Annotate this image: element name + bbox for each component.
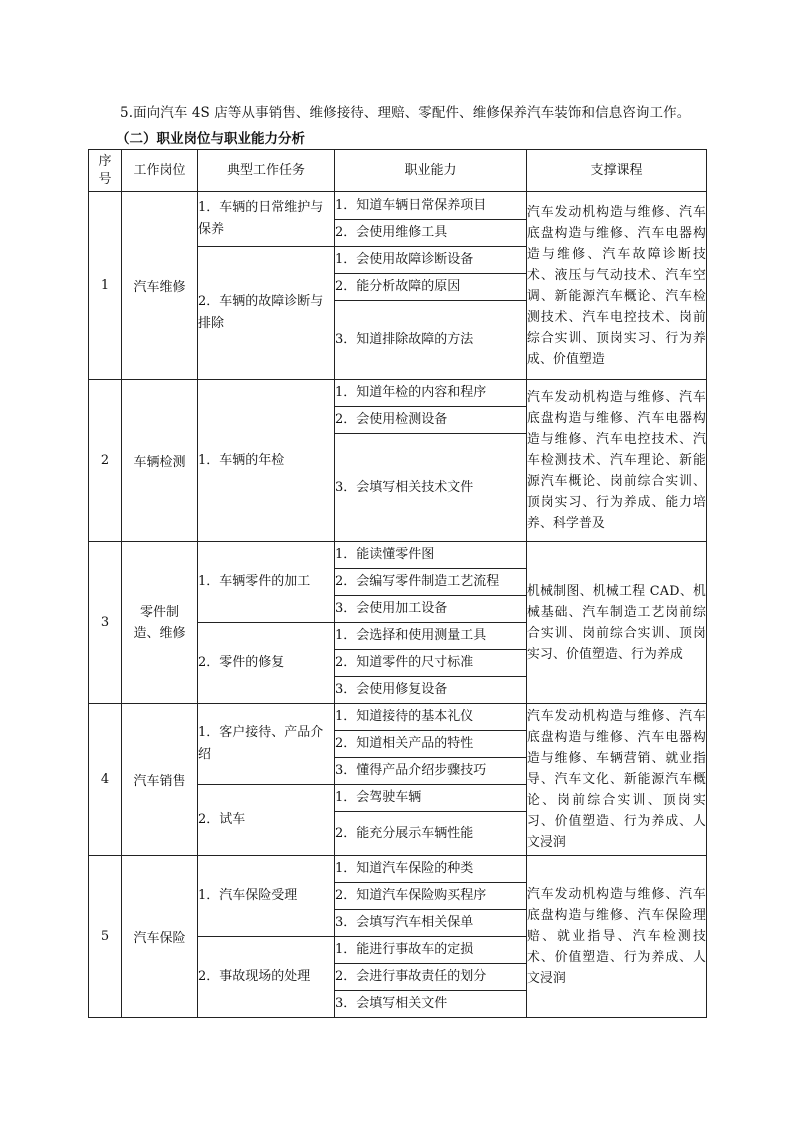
row-task: 1．车辆的年检: [198, 380, 335, 542]
row-task: 2．试车: [198, 785, 335, 856]
row-task: 1．车辆零件的加工: [198, 542, 335, 623]
row-course: 机械制图、机械工程 CAD、机械基础、汽车制造工艺岗前综合实训、岗前综合实训、顶岗实习、价值塑造、行为养成: [527, 542, 707, 704]
row-task: 2．车辆的故障诊断与排除: [198, 247, 335, 380]
header-course: 支撑课程: [527, 150, 707, 192]
header-task: 典型工作任务: [198, 150, 335, 192]
row-seq: 2: [89, 380, 122, 542]
row-ability: 1．知道接待的基本礼仪: [335, 704, 527, 731]
header-ability: 职业能力: [335, 150, 527, 192]
row-ability: 2．会进行事故责任的划分: [335, 964, 527, 991]
row-ability: 3．会填写汽车相关保单: [335, 910, 527, 937]
row-ability: 1．知道汽车保险的种类: [335, 856, 527, 883]
table-row: [89, 542, 707, 569]
row-ability: 3．会使用修复设备: [335, 677, 527, 704]
row-ability: 1．知道年检的内容和程序: [335, 380, 527, 407]
row-task: 1．客户接待、产品介绍: [198, 704, 335, 785]
row-ability: 2．会编写零件制造工艺流程: [335, 569, 527, 596]
row-task: 1．汽车保险受理: [198, 856, 335, 937]
row-course: 汽车发动机构造与维修、汽车底盘构造与维修、汽车电器构造与维修、汽车电控技术、汽车检测技术、汽车理论、新能源汽车概论、岗前综合实训、顶岗实习、行为养成、能力培养、科学普及: [527, 380, 707, 542]
section-title: （二）职业岗位与职业能力分析: [116, 131, 305, 147]
table-row: [89, 380, 707, 407]
row-ability: 3．懂得产品介绍步骤技巧: [335, 758, 527, 785]
row-position: 汽车销售: [122, 704, 198, 856]
row-ability: 1．会使用故障诊断设备: [335, 247, 527, 274]
row-ability: 1．会选择和使用测量工具: [335, 623, 527, 650]
row-ability: 3．知道排除故障的方法: [335, 301, 527, 380]
row-ability: 2．会使用维修工具: [335, 220, 527, 247]
row-ability: 2．知道零件的尺寸标准: [335, 650, 527, 677]
row-task: 2．零件的修复: [198, 623, 335, 704]
job-ability-table: [88, 149, 707, 1018]
row-ability: 1．会驾驶车辆: [335, 785, 527, 812]
row-ability: 3．会使用加工设备: [335, 596, 527, 623]
row-ability: 3．会填写相关技术文件: [335, 434, 527, 542]
intro-paragraph: 5.面向汽车 4S 店等从事销售、维修接待、理赔、零配件、维修保养汽车装饰和信息咨询工作。: [120, 105, 691, 121]
row-ability: 2．知道汽车保险购买程序: [335, 883, 527, 910]
row-task: 1．车辆的日常维护与保养: [198, 192, 335, 247]
table-row: [89, 704, 707, 731]
header-position: 工作岗位: [122, 150, 198, 192]
row-course: 汽车发动机构造与维修、汽车底盘构造与维修、汽车保险理赔、就业指导、汽车检测技术、价值塑造、行为养成、人文浸润: [527, 856, 707, 1018]
row-seq: 4: [89, 704, 122, 856]
row-position: 车辆检测: [122, 380, 198, 542]
row-course: 汽车发动机构造与维修、汽车底盘构造与维修、汽车电器构造与维修、汽车故障诊断技术、液压与气动技术、汽车空调、新能源汽车概论、汽车检测技术、汽车电控技术、岗前综合实训、顶岗实习、行为养成、价值塑造: [527, 192, 707, 380]
table-row: [89, 192, 707, 220]
row-task: 2．事故现场的处理: [198, 937, 335, 1018]
row-ability: 1．知道车辆日常保养项目: [335, 192, 527, 220]
row-ability: 1．能读懂零件图: [335, 542, 527, 569]
row-ability: 2．能分析故障的原因: [335, 274, 527, 301]
table-row: [89, 856, 707, 883]
header-seq: 序号: [89, 150, 122, 192]
row-seq: 1: [89, 192, 122, 380]
row-position: 汽车维修: [122, 192, 198, 380]
row-course: 汽车发动机构造与维修、汽车底盘构造与维修、汽车电器构造与维修、车辆营销、就业指导、汽车文化、新能源汽车概论、岗前综合实训、顶岗实习、价值塑造、行为养成、人文浸润: [527, 704, 707, 856]
row-ability: 2．会使用检测设备: [335, 407, 527, 434]
row-seq: 5: [89, 856, 122, 1018]
row-ability: 2．知道相关产品的特性: [335, 731, 527, 758]
row-ability: 2．能充分展示车辆性能: [335, 812, 527, 856]
row-ability: 3．会填写相关文件: [335, 991, 527, 1018]
row-seq: 3: [89, 542, 122, 704]
row-position: 零件制造、维修: [122, 542, 198, 704]
row-ability: 1．能进行事故车的定损: [335, 937, 527, 964]
row-position: 汽车保险: [122, 856, 198, 1018]
